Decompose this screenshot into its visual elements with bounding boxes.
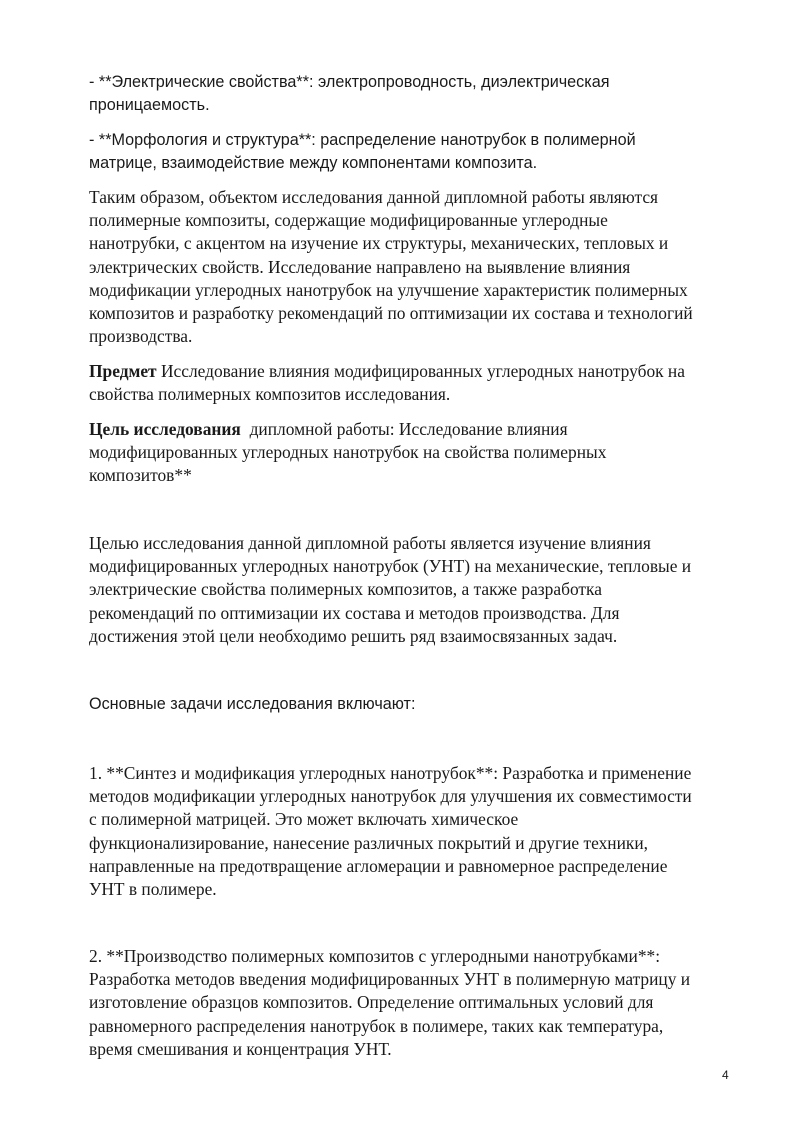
text-line: электрических свойств. Исследование направлено на выявление влияния bbox=[89, 256, 631, 277]
text-line: электрические свойства полимерных композитов, а также разработка bbox=[89, 579, 602, 600]
text-line: производства. bbox=[89, 326, 193, 347]
subject-label: Предмет bbox=[89, 361, 157, 381]
text-line: время смешивания и концентрация УНТ. bbox=[89, 1038, 392, 1059]
text-line: полимерные композиты, содержащие модифицированные углеродные bbox=[89, 210, 608, 231]
text-line: Разработка методов введения модифицированных УНТ в полимерную матрицу и bbox=[89, 969, 691, 990]
text-line: Таким образом, объектом исследования данной дипломной работы являются bbox=[89, 187, 659, 207]
paragraph-tasks-intro bbox=[89, 693, 415, 716]
paragraph-morphology bbox=[89, 129, 636, 175]
text-line: Основные задачи исследования включают: bbox=[89, 695, 416, 713]
text-line: матрице, взаимодействие между компонентами композита. bbox=[89, 154, 538, 173]
text-line: с полимерной матрицей. Это может включать химическое bbox=[89, 809, 519, 830]
text-line: достижения этой цели необходимо решить ряд взаимосвязанных задач. bbox=[89, 625, 618, 646]
text-line: нанотрубки, с акцентом на изучение их структуры, механических, тепловых и bbox=[89, 233, 669, 254]
paragraph-goal-detail bbox=[89, 532, 691, 648]
text-line: - **Морфология и структура**: распределение нанотрубок в полимерной bbox=[89, 131, 636, 149]
text-line: равномерного распределения нанотрубок в полимере, таких как температура, bbox=[89, 1015, 664, 1036]
text-line: композитов** bbox=[89, 465, 192, 486]
text-line: 1. **Синтез и модификация углеродных нанотрубок**: Разработка и применение bbox=[89, 763, 692, 783]
paragraph-task-2 bbox=[89, 945, 690, 1061]
paragraph-electrical-properties bbox=[89, 71, 609, 117]
text-line: Целью исследования данной дипломной работы является изучение влияния bbox=[89, 533, 651, 553]
text-line: УНТ в полимере. bbox=[89, 879, 217, 900]
text-line bbox=[89, 418, 606, 441]
goal-label: Цель исследования bbox=[89, 419, 241, 439]
text-line: методов модификации углеродных нанотрубок для улучшения их совместимости bbox=[89, 786, 692, 807]
text-line: модифицированных углеродных нанотрубок (УНТ) на механические, тепловые и bbox=[89, 556, 692, 577]
text-line: модификации углеродных нанотрубок на улучшение характеристик полимерных bbox=[89, 279, 688, 300]
paragraph-task-1 bbox=[89, 762, 692, 901]
text-line: модифицированных углеродных нанотрубок на свойства полимерных bbox=[89, 442, 607, 463]
text-line: 2. **Производство полимерных композитов с углеродными нанотрубками**: bbox=[89, 946, 661, 966]
text-line: - **Электрические свойства**: электропроводность, диэлектрическая bbox=[89, 73, 610, 91]
text-line: изготовление образцов композитов. Определение оптимальных условий для bbox=[89, 992, 654, 1013]
text-line: композитов и разработку рекомендаций по оптимизации их состава и технологий bbox=[89, 303, 693, 324]
text-line: рекомендаций по оптимизации их состава и методов производства. Для bbox=[89, 602, 620, 623]
goal-text: дипломной работы: Исследование влияния bbox=[249, 419, 568, 439]
paragraph-goal bbox=[89, 418, 606, 488]
text-line: функционализирование, нанесение различных покрытий и другие техники, bbox=[89, 832, 648, 853]
paragraph-summary bbox=[89, 186, 693, 348]
page-number: 4 bbox=[722, 1068, 729, 1082]
paragraph-subject bbox=[89, 360, 685, 406]
text-line: проницаемость. bbox=[89, 96, 210, 115]
subject-text: Исследование влияния модифицированных углеродных нанотрубок на bbox=[160, 361, 685, 381]
text-line bbox=[89, 360, 685, 383]
text-line: свойства полимерных композитов исследования. bbox=[89, 384, 451, 405]
text-line: направленные на предотвращение агломерации и равномерное распределение bbox=[89, 855, 668, 876]
